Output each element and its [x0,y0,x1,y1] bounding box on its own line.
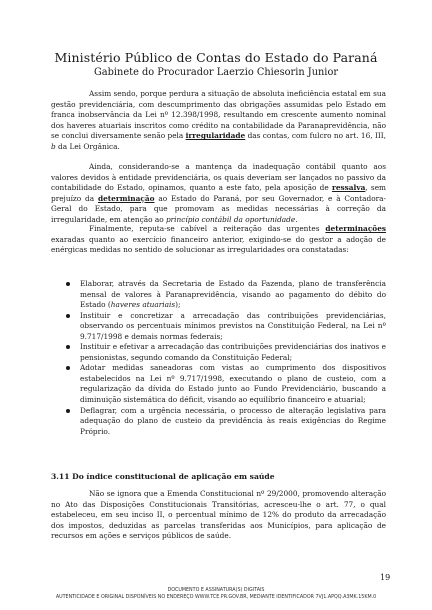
p1-text-c: das contas, com fulcro no art. 16, III, [245,131,386,141]
page-number: 19 [380,573,391,582]
paragraph-determinacoes [51,224,386,256]
header-title: Ministério Público de Contas do Estado do Paraná [54,50,378,65]
b1-text-c: ); [175,300,181,310]
b4-text: Adotar medidas saneadoras com vistas ao cumprimento dos dispositivos estabelecidos na Lei nº 9.717/1998, executando o plano de custeio, com a regularização da dívida do Estado junto ao Fundo Previdenciário, buscando a diminuição sistemática do déficit, visando ao equilíbrio financeiro e atuarial; [80,363,386,405]
b5-text: Deflagrar, com a urgência necessária, o processo de alteração legislativa para adequação do plano de custeio da previdência às reais exigências do Regime Próprio. [80,405,386,436]
b1-italic: haveres atuariais [110,300,176,310]
p2-italic-principio: princípio contábil da oportunidade [165,214,296,224]
footer-line-1: DOCUMENTO E ASSINATURA(S) DIGITAIS [167,588,265,593]
bullet-icon [66,366,70,370]
recommendation-list [80,279,386,437]
paragraph-saude [51,489,386,542]
p2-bold-determinacao: determinação [97,193,155,203]
p4-text: Não se ignora que a Emenda Constitucional nº 29/2000, promovendo alteração no Ato das Disposições Constitucionais Transitórias, acresceu-lhe o art. 77, o qual estabeleceu, em seu inciso II, o percentual mínimo de 12% do produto da arrecadação dos impostos, deduzidas as parcelas transferidas aos Municípios, para aplicação de recursos em ações e serviços públicos de saúde. [51,489,386,541]
list-item [80,279,386,311]
p3-text-a: Finalmente, reputa-se cabível a reiteração das urgentes [89,224,326,233]
paragraph-irregularidade [51,89,386,152]
p1-text-e: da Lei Orgânica. [55,141,120,151]
p1-text-a: Assim sendo, porque perdura a situação de absoluta ineficiência estatal em sua gestão previdenciária, com descumprimento das obrigações assumidas pelo Estado em franca inobservância da Lei nº 12.398/1998, resultando em crescente aumento nominal dos haveres atuariais inscritos como crédito na contabilidade da Paranaprevidência, não se conclui diversamente senão pela [51,89,386,141]
digital-signature-footer [0,587,432,601]
list-item [80,406,386,438]
p3-text-c: exaradas quanto ao exercício financeiro anterior, exigindo-se do gestor a adoção de enérgicas medidas no sentido de solucionar as irregularidades ora constatadas: [51,234,386,255]
p2-bold-ressalva: ressalva [331,183,366,193]
bullet-icon [66,314,70,318]
page-header [0,50,432,79]
paragraph-ressalva [51,162,386,225]
b3-text: Instituir e efetivar a arrecadação das contribuições previdenciárias dos inativos e pensionistas, segundo comando da Constituição Federal; [80,342,386,362]
b2-text: Instituir e concretizar a arrecadação das contribuições previdenciárias, observando os percentuais mínimos previstos na Constituição Federal, na Lei nº 9.717/1998 e demais normas federais; [80,310,386,341]
list-item [80,311,386,343]
bullet-icon [66,282,70,286]
bullet-icon [66,345,70,349]
section-heading: 3.11 Do índice constitucional de aplicação em saúde [51,472,275,481]
p1-italic-b: b [51,141,56,151]
p2-text-e: ao Estado do Paraná, por seu Governador, e à Contadora-Geral do Estado, para que promovam as medidas necessárias à correção da irregularidade, em atenção ao [51,193,386,224]
p2-text-g: . [295,214,298,224]
p3-bold-determinacoes: determinações [325,224,386,233]
header-subtitle: Gabinete do Procurador Laerzio Chiesorin Junior [93,67,339,78]
b1-text-a: Elaborar, através da Secretaria de Estado da Fazenda, plano de transferência mensal de valores à Paranaprevidência, visando ao pagamento do débito do Estado ( [80,279,386,310]
list-item [80,342,386,363]
list-item [80,363,386,405]
bullet-icon [66,409,70,413]
p1-bold-irregularidade: irregularidade [185,131,246,141]
p2-text-c: , sem prejuízo da [51,183,387,203]
footer-line-2: AUTENTICIDADE E ORIGINAL DISPONÍVEIS NO ENDEREÇO WWW.TCE.PR.GOV.BR, MEDIANTE IDENTIFICADOR 7VJ1.APQQ.A3MK.15KM.0 [55,595,377,600]
p2-text-a: Ainda, considerando-se a mantença da inadequação contábil quanto aos valores devidos à entidade previdenciária, os quais deveriam ser lançados no passivo da contabilidade do Estado, opinamos, quanto a este fato, pela aposição de [51,162,386,193]
